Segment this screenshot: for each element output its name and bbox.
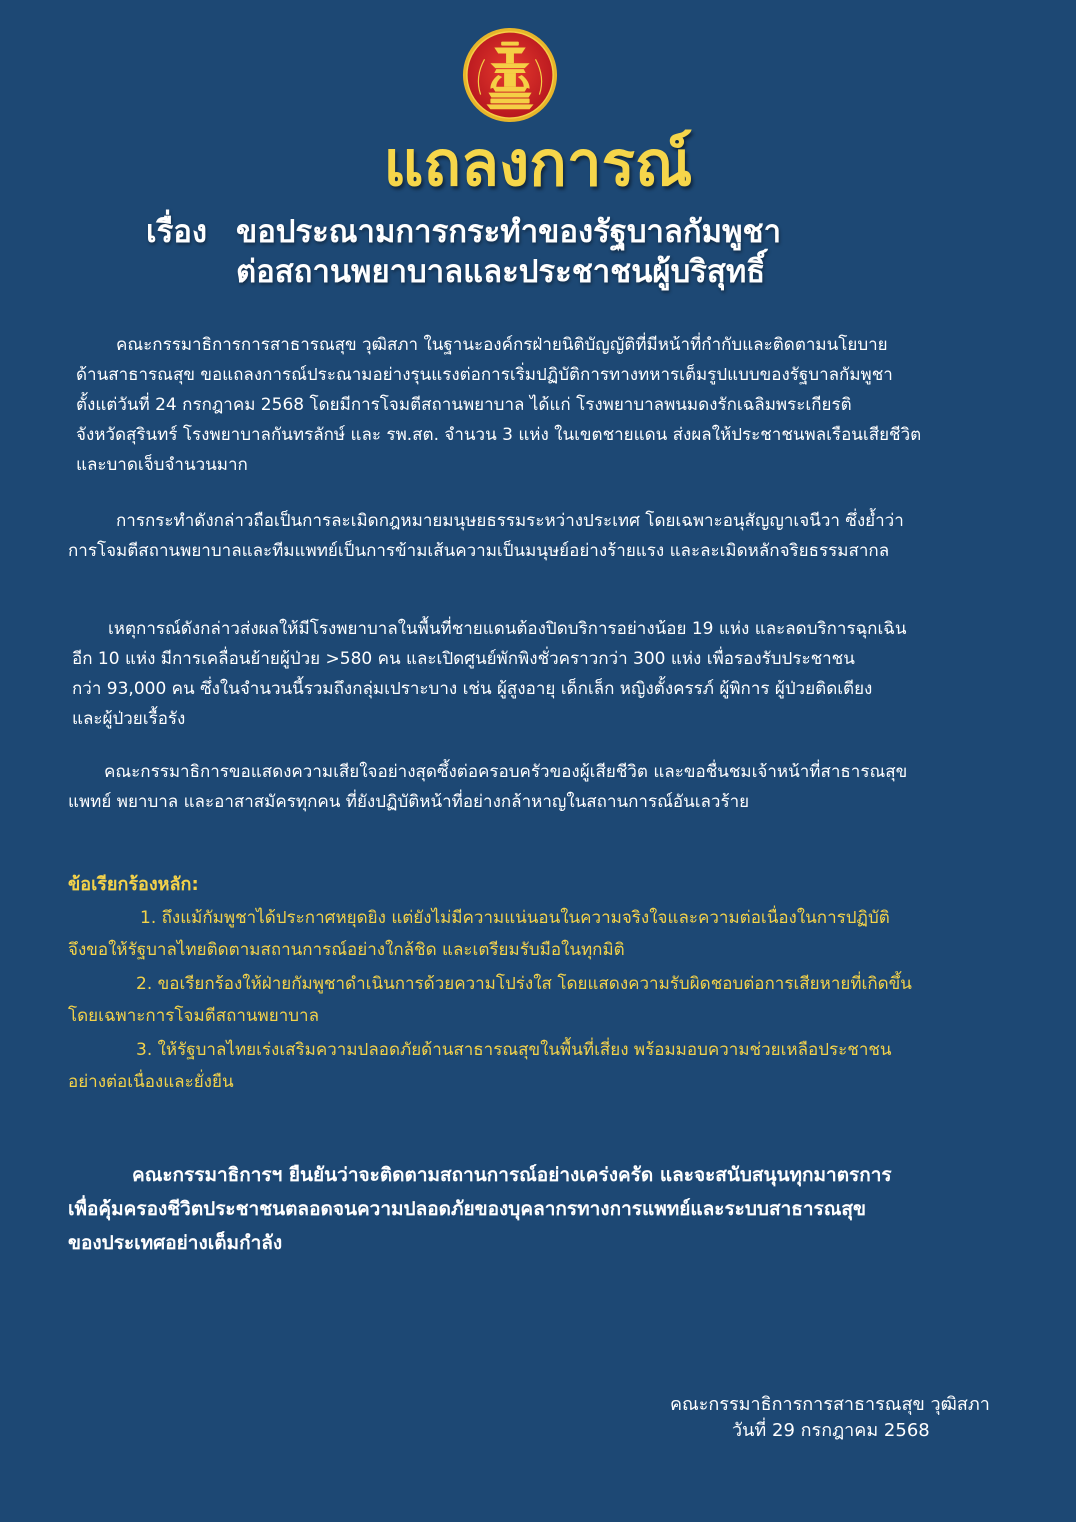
- demand-item: [68, 902, 996, 966]
- paragraph-4: [68, 757, 996, 817]
- closing-line: คณะกรรมาธิการฯ ยืนยันว่าจะติดตามสถานการณ์อย่างเคร่งครัด และจะสนับสนุนทุกมาตรการ: [132, 1164, 892, 1186]
- subject: [146, 212, 1046, 292]
- paragraph-line: คณะกรรมาธิการขอแสดงความเสียใจอย่างสุดซึ้งต่อครอบครัวของผู้เสียชีวิต และขอชื่นชมเจ้าหน้าที่สาธารณสุข: [104, 762, 908, 782]
- subject-line-1: ขอประณามการกระทำของรัฐบาลกัมพูชา: [236, 214, 781, 250]
- closing-statement: [68, 1158, 998, 1260]
- closing-line: ของประเทศอย่างเต็มกำลัง: [68, 1232, 283, 1254]
- demand-line: โดยเฉพาะการโจมตีสถานพยาบาล: [68, 1006, 320, 1026]
- subject-line-2: ต่อสถานพยาบาลและประชาชนผู้บริสุทธิ์: [236, 254, 766, 290]
- paragraph-line: แพทย์ พยาบาล และอาสาสมัครทุกคน ที่ยังปฏิบัติหน้าที่อย่างกล้าหาญในสถานการณ์อันเลวร้าย: [68, 792, 750, 812]
- demand-line: จึงขอให้รัฐบาลไทยติดตามสถานการณ์อย่างใกล้ชิด และเตรียมรับมือในทุกมิติ: [68, 940, 625, 960]
- demand-item: [68, 968, 996, 1032]
- subject-prefix: เรื่อง: [146, 214, 208, 250]
- paragraph-line: อีก 10 แห่ง มีการเคลื่อนย้ายผู้ป่วย >580 คน และเปิดศูนย์พักพิงชั่วคราวกว่า 300 แห่ง เพื่อรองรับประชาชน: [72, 649, 855, 669]
- demands-list: [68, 902, 996, 1100]
- paragraph-line: ด้านสาธารณสุข ขอแถลงการณ์ประณามอย่างรุนแรงต่อการเริ่มปฏิบัติการทางทหารเต็มรูปแบบของรัฐบาลกัมพูชา: [76, 365, 893, 385]
- signature-block: [640, 1392, 1040, 1444]
- demand-line: อย่างต่อเนื่องและยั่งยืน: [68, 1072, 234, 1092]
- paragraph-1: [68, 330, 996, 480]
- paragraph-line: ตั้งแต่วันที่ 24 กรกฎาคม 2568 โดยมีการโจมตีสถานพยาบาล ได้แก่ โรงพยาบาลพนมดงรักเฉลิมพระเกียรติ: [76, 395, 852, 415]
- demands-title: ข้อเรียกร้องหลัก:: [68, 874, 199, 895]
- document-heading: แถลงการณ์: [383, 127, 693, 200]
- demand-line: 3. ให้รัฐบาลไทยเร่งเสริมความปลอดภัยด้านสาธารณสุขในพื้นที่เสี่ยง พร้อมมอบความช่วยเหลือประชาชน: [136, 1040, 892, 1060]
- demand-line: 2. ขอเรียกร้องให้ฝ่ายกัมพูชาดำเนินการด้วยความโปร่งใส โดยแสดงความรับผิดชอบต่อการเสียหายที่เกิดขึ้น: [136, 974, 912, 994]
- closing-line: เพื่อคุ้มครองชีวิตประชาชนตลอดจนความปลอดภัยของบุคลากรทางการแพทย์และระบบสาธารณสุข: [68, 1198, 866, 1220]
- paragraph-line: การกระทำดังกล่าวถือเป็นการละเมิดกฎหมายมนุษยธรรมระหว่างประเทศ โดยเฉพาะอนุสัญญาเจนีวา ซึ่งย้ำว่า: [116, 511, 904, 531]
- parliament-emblem-icon: [461, 26, 559, 124]
- paragraph-line: และบาดเจ็บจำนวนมาก: [76, 455, 248, 475]
- paragraph-line: กว่า 93,000 คน ซึ่งในจำนวนนี้รวมถึงกลุ่มเปราะบาง เช่น ผู้สูงอายุ เด็กเล็ก หญิงตั้งครรภ์ ผู้พิการ ผู้ป่วยติดเตียง: [72, 679, 873, 699]
- paragraph-3: [68, 614, 996, 734]
- paragraph-line: จังหวัดสุรินทร์ โรงพยาบาลกันทรลักษ์ และ รพ.สต. จำนวน 3 แห่ง ในเขตชายแดน ส่งผลให้ประชาชนพลเรือนเสียชีวิต: [76, 425, 922, 445]
- paragraph-2: [68, 506, 996, 566]
- signature-org: คณะกรรมาธิการการสาธารณสุข วุฒิสภา: [670, 1394, 990, 1415]
- paragraph-line: การโจมตีสถานพยาบาลและทีมแพทย์เป็นการข้ามเส้นความเป็นมนุษย์อย่างร้ายแรง และละเมิดหลักจริยธรรมสากล: [68, 541, 890, 561]
- paragraph-line: และผู้ป่วยเรื้อรัง: [72, 709, 186, 729]
- demand-item: [68, 1034, 996, 1098]
- demand-line: 1. ถึงแม้กัมพูชาได้ประกาศหยุดยิง แต่ยังไม่มีความแน่นอนในความจริงใจและความต่อเนื่องในการปฏิบัติ: [140, 908, 890, 928]
- paragraph-line: คณะกรรมาธิการการสาธารณสุข วุฒิสภา ในฐานะองค์กรฝ่ายนิติบัญญัติที่มีหน้าที่กำกับและติดตามนโยบาย: [116, 335, 888, 355]
- signature-date: วันที่ 29 กรกฎาคม 2568: [732, 1420, 930, 1441]
- paragraph-line: เหตุการณ์ดังกล่าวส่งผลให้มีโรงพยาบาลในพื้นที่ชายแดนต้องปิดบริการอย่างน้อย 19 แห่ง และลดบริการฉุกเฉิน: [108, 619, 907, 639]
